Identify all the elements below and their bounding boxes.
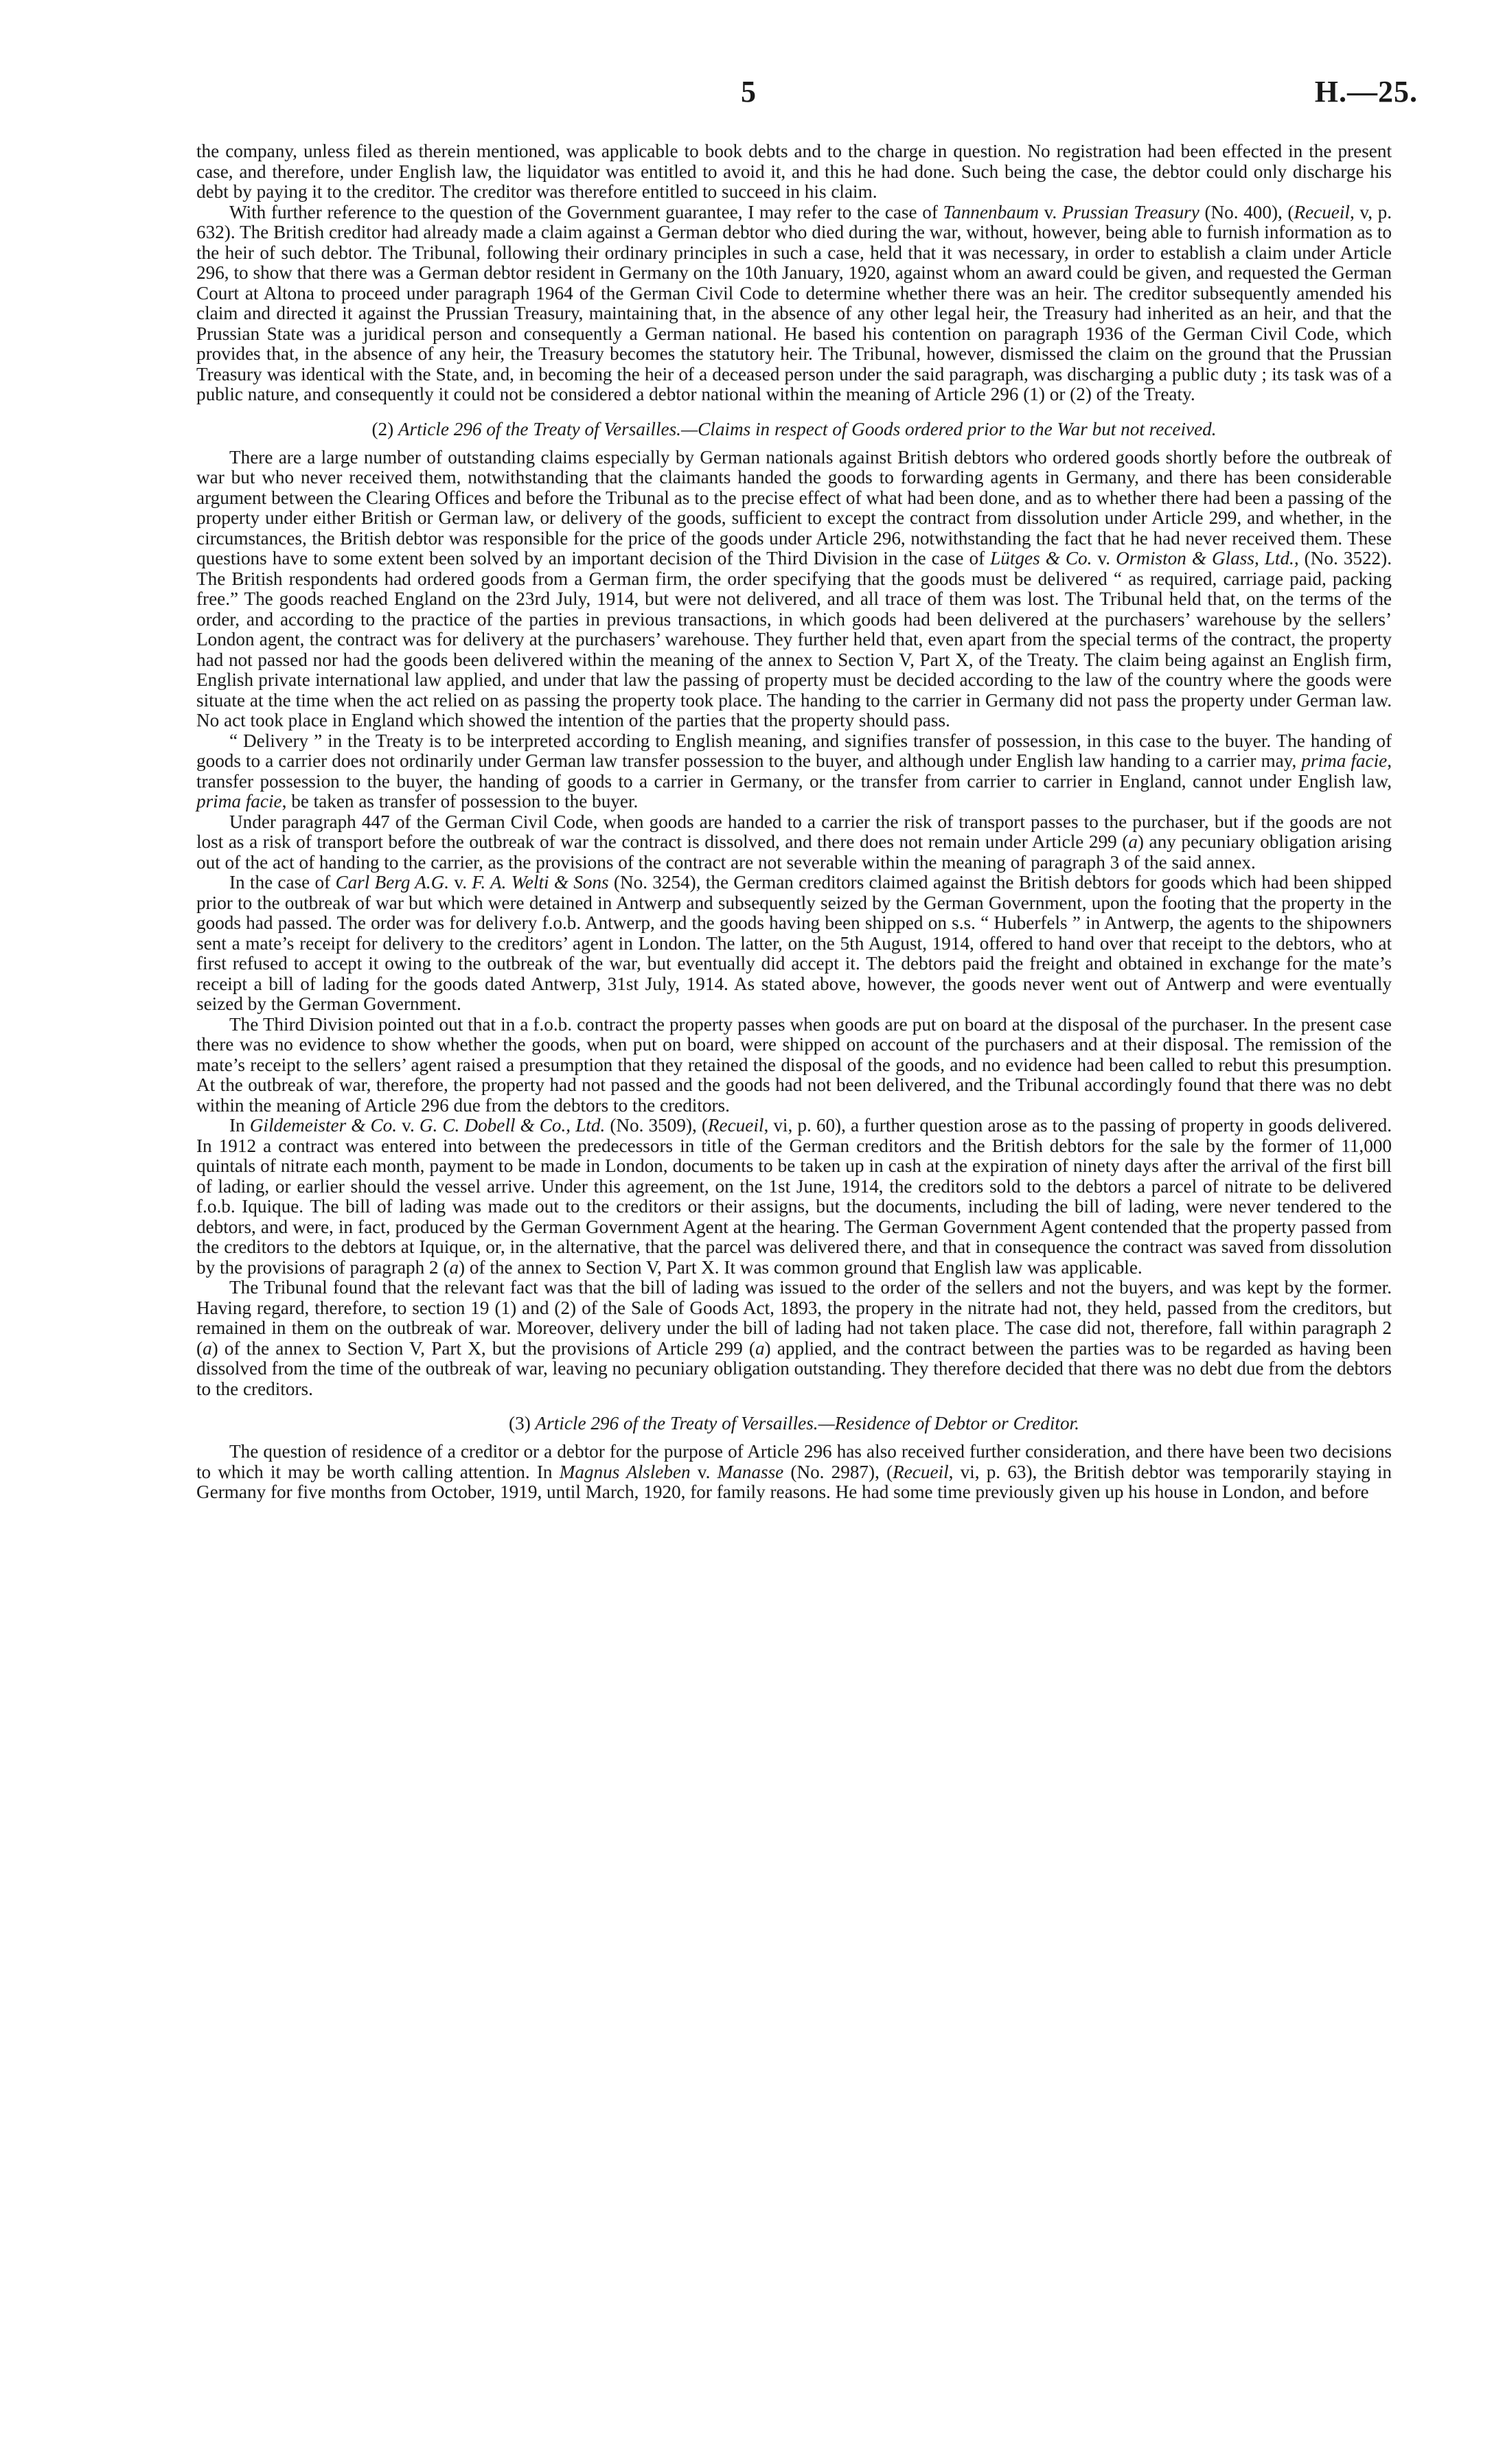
section-heading: (3) Article 296 of the Treaty of Versailles.—Residence of Debtor or Creditor. <box>509 1413 1079 1434</box>
paragraph: The Tribunal found that the relevant fact was that the bill of lading was issued to the order of the sellers and not the buyers, and was kept by the former. Having regard, therefore, to section 19 (1) and (2) of the Sale of Goods Act, 1893, the propery in the nitrate had not, they held, passed from the creditors, but remained in them on the outbreak of war. Moreover, delivery under the bill of lading had not taken place. The case did not, therefore, fall within paragraph 2 (a) of the annex to Section V, Part X, but the provisions of Article 299 (a) applied, and the contract between the parties was to be regarded as having been dissolved from the time of the outbreak of war, leaving no pecuniary obligation outstanding. They therefore decided that there was no debt due from the debtors to the creditors. <box>196 1277 1392 1399</box>
paragraph: The Third Division pointed out that in a f.o.b. contract the property passes when goods are put on board at the disposal of the purchaser. In the present case there was no evidence to show whether the goods, when put on board, were shipped on account of the purchasers and at their disposal. The remission of the mate’s receipt to the sellers’ agent raised a presumption that they retained the disposal of the goods, and no evidence had been called to rebut this presumption. At the outbreak of war, therefore, the property had not passed and the goods had not been delivered, and the Tribunal accordingly found that there was no debt within the meaning of Article 296 due from the debtors to the creditors. <box>196 1013 1392 1116</box>
paragraph: The question of residence of a creditor or a debtor for the purpose of Article 296 has also received further consideration, and there have been two decisions to which it may be worth calling attention. In Magnus Alsleben v. Manasse (No. 2987), (Recueil, vi, p. 63), the British debtor was temporarily staying in Germany for five months from October, 1919, until March, 1920, for family reasons. He had some time previously given up his house in London, and before <box>196 1441 1392 1502</box>
paragraph: In Gildemeister & Co. v. G. C. Dobell & Co., Ltd. (No. 3509), (Recueil, vi, p. 60), a further question arose as to the passing of property in goods delivered. In 1912 a contract was entered into between the predecessors in title of the German creditors and the British debtors for the sale by the former of 11,000 quintals of nitrate each month, payment to be made in London, documents to be taken up in cash at the expiration of ninety days after the arrival of the first bill of lading, or earlier should the vessel arrive. Under this agreement, on the 1st June, 1914, the creditors sold to the debtors a parcel of nitrate to be delivered f.o.b. Iquique. The bill of lading was made out to the creditors or their assigns, but the documents, including the bill of lading, were never tendered to the debtors, and were, in fact, produced by the German Government Agent at the hearing. The German Government Agent contended that the property passed from the creditors to the debtors at Iquique, or, in the alternative, that the parcel was delivered there, and that in consequence the contract was saved from dissolution by the provisions of paragraph 2 (a) of the annex to Section V, Part X. It was common ground that English law was applicable. <box>196 1115 1392 1278</box>
document-reference: H.—25. <box>1314 75 1418 108</box>
paragraph: There are a large number of outstanding claims especially by German nationals against British debtors who ordered goods shortly before the outbreak of war but who never received them, notwithstanding that the claimants handed the goods to forwarding agents in Germany, and there has been considerable argument between the Clearing Offices and before the Tribunal as to the precise effect of what had been done, and as to whether there had been a passing of the property under either British or German law, or delivery of the goods, sufficient to except the contract from dissolution under Article 299, and whether, in the circumstances, the British debtor was responsible for the price of the goods under Article 296, notwithstanding the fact that he had never received them. These questions have to some extent been solved by an important decision of the Third Division in the case of Lütges & Co. v. Ormiston & Glass, Ltd., (No. 3522). The British respondents had ordered goods from a German firm, the order specifying that the goods must be delivered “ as required, carriage paid, packing free.” The goods reached England on the 23rd July, 1914, but were not delivered, and all trace of them was lost. The Tribunal held that, on the terms of the order, and according to the practice of the parties in previous transactions, in which goods had been delivered at the purchasers’ warehouse by the sellers’ London agent, the contract was for delivery at the purchasers’ warehouse. They further held that, even apart from the special terms of the contract, the property had not passed nor had the goods been delivered within the meaning of the annex to Section V, Part X, of the Treaty. The claim being against an English firm, English private international law applied, and under that law the passing of property must be decided according to the law of the country where the goods were situate at the time when the act relied on as passing the property took place. The handing to the carrier in Germany did not pass the property under German law. No act took place in England which showed the intention of the parties that the property should pass. <box>196 446 1392 730</box>
paragraph: the company, unless filed as therein mentioned, was applicable to book debts and to the charge in question. No registration had been effected in the present case, and therefore, under English law, the liquidator was entitled to avoid it, and this he had done. Such being the case, the debtor could only discharge his debt by paying it to the creditor. The creditor was therefore entitled to succeed in his claim. <box>196 141 1392 202</box>
page-number: 5 <box>741 75 756 108</box>
paragraph: In the case of Carl Berg A.G. v. F. A. Welti & Sons (No. 3254), the German creditors claimed against the British debtors for goods which had been shipped prior to the outbreak of war but which were detained in Antwerp and subsequently seized by the German Government, upon the footing that the property in the goods had passed. The order was for delivery f.o.b. Antwerp, and the goods having been shipped on s.s. “ Huberfels ” in Antwerp, the agents to the shipowners sent a mate’s receipt for delivery to the creditors’ agent in London. The latter, on the 5th August, 1914, offered to hand over that receipt to the debtors, who at first refused to accept it owing to the outbreak of the war, but eventually did accept it. The debtors paid the freight and obtained in exchange for the mate’s receipt a bill of lading for the goods dated Antwerp, 31st July, 1914. As stated above, however, the goods never went out of Antwerp and were eventually seized by the German Government. <box>196 872 1392 1014</box>
section-heading: (2) Article 296 of the Treaty of Versailles.—Claims in respect of Goods ordered prior to the War but not received. <box>371 418 1217 439</box>
document-body <box>196 141 1392 1503</box>
paragraph: “ Delivery ” in the Treaty is to be interpreted according to English meaning, and signifies transfer of possession, in this case to the buyer. The handing of goods to a carrier does not ordinarily under German law transfer possession to the buyer, and although under English law handing to a carrier may, prima facie, transfer possession to the buyer, the handing of goods to a carrier in Germany, or the transfer from carrier to carrier in England, cannot under English law, prima facie, be taken as transfer of possession to the buyer. <box>196 730 1392 811</box>
paragraph: With further reference to the question of the Government guarantee, I may refer to the case of Tannenbaum v. Prussian Treasury (No. 400), (Recueil, v, p. 632). The British creditor had already made a claim against a German debtor who died during the war, without, however, being able to furnish information as to the heir of such debtor. The Tribunal, following their ordinary principles in such a case, held that it was necessary, in order to establish a claim under Article 296, to show that there was a German debtor resident in Germany on the 10th January, 1920, against whom an award could be given, and requested the German Court at Altona to proceed under paragraph 1964 of the German Civil Code to determine whether there was an heir. The creditor subsequently amended his claim and directed it against the Prussian Treasury, maintaining that, in the absence of any other legal heir, the Treasury had inherited as an heir, and that the Prussian State was a juridical person and consequently a German national. He based his contention on paragraph 1936 of the German Civil Code, which provides that, in the absence of any heir, the Treasury becomes the statutory heir. The Tribunal, however, dismissed the claim on the ground that the Prussian Treasury was identical with the State, and, in becoming the heir of a deceased person under the said paragraph, was discharging a public duty ; its task was of a public nature, and consequently it could not be considered a debtor national within the meaning of Article 296 (1) or (2) of the Treaty. <box>196 201 1392 404</box>
paragraph: Under paragraph 447 of the German Civil Code, when goods are handed to a carrier the risk of transport passes to the purchaser, but if the goods are not lost as a risk of transport before the outbreak of war the contract is dissolved, and there does not remain under Article 299 (a) any pecuniary obligation arising out of the act of handing to the carrier, as the provisions of the contract are not severable within the meaning of paragraph 3 of the said annex. <box>196 811 1392 873</box>
